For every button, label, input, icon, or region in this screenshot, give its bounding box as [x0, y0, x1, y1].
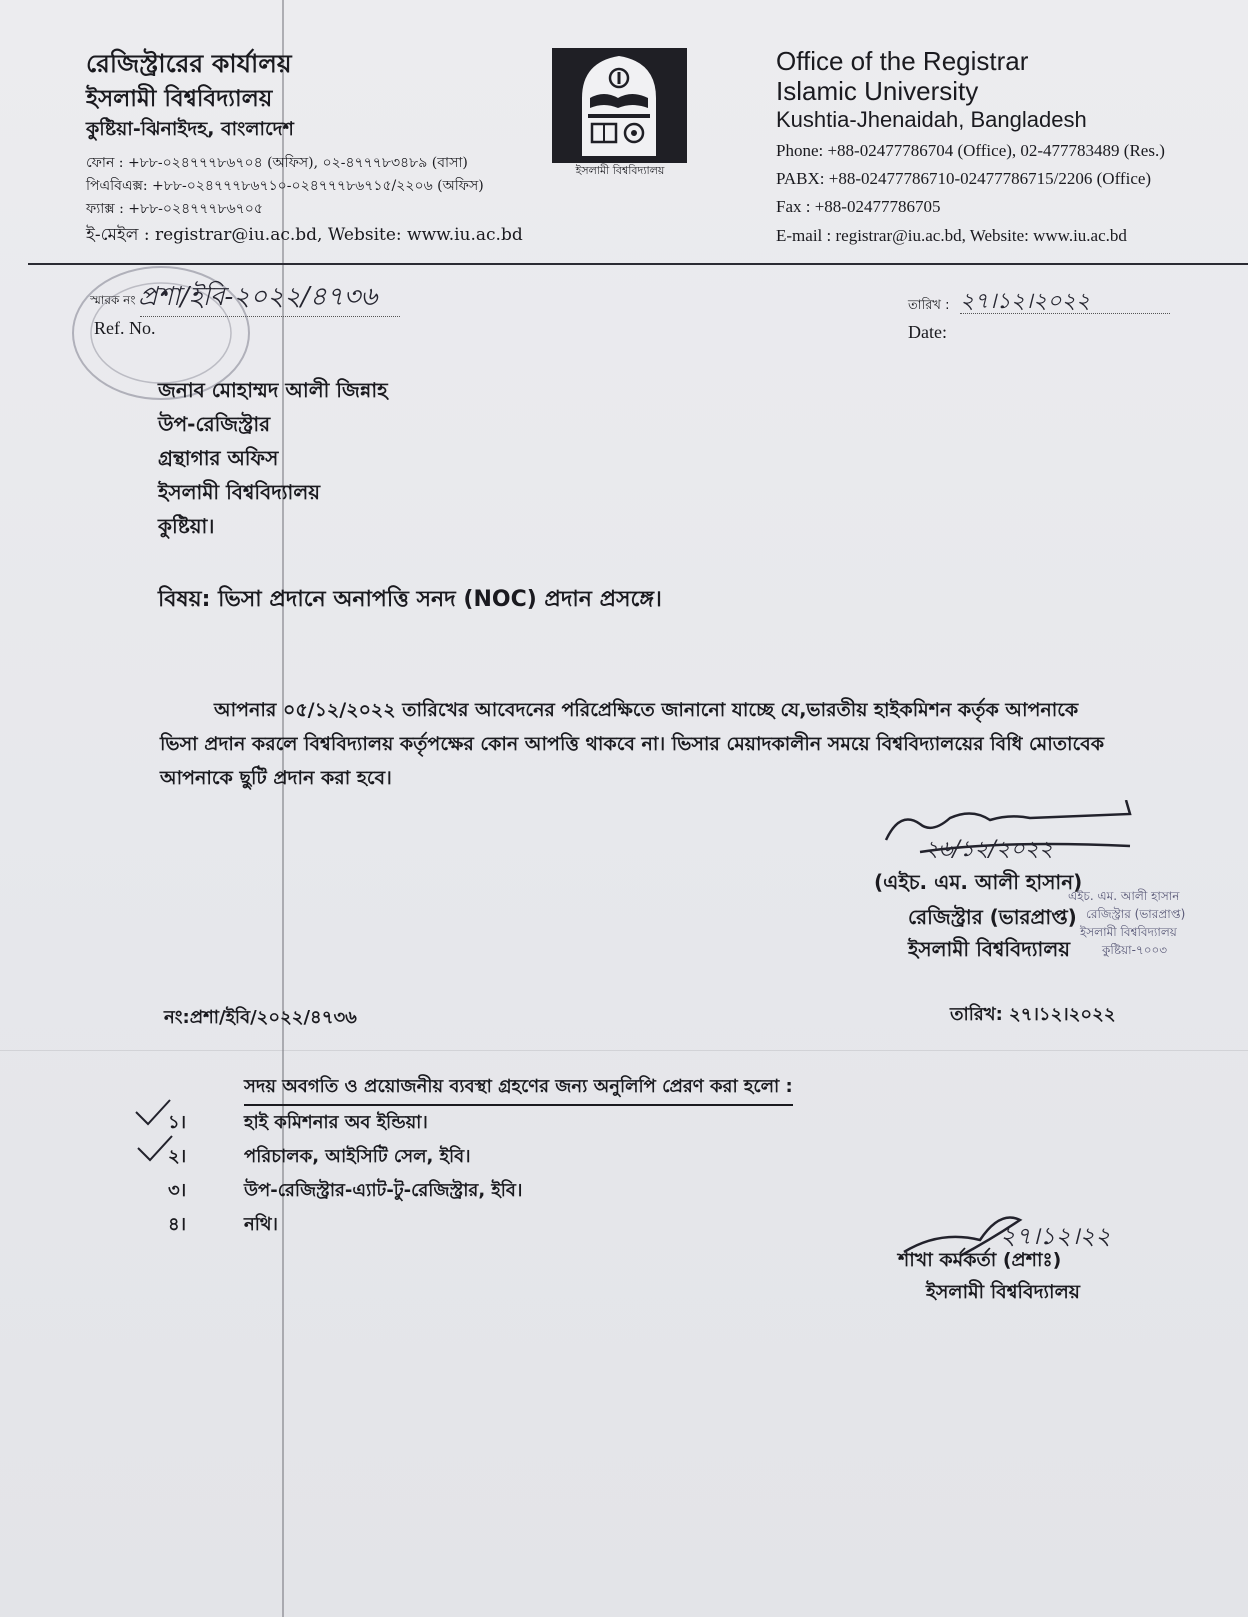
cc-header: সদয় অবগতি ও প্রয়োজনীয় ব্যবস্থা গ্রহণের জন্য অনুলিপি প্রেরণ করা হলো :: [244, 1072, 793, 1106]
cc-item-number: ৩।: [168, 1180, 187, 1201]
addressee-office: গ্রন্থাগার অফিস: [158, 446, 279, 470]
pabx-bn: পিএবিএক্স: +৮৮-০২৪৭৭৭৮৬৭১০-০২৪৭৭৭৮৬৭১৫/২২০৬ (অফিস): [86, 178, 484, 194]
ref-label-bn: স্মারক নং: [90, 293, 136, 307]
addressee-name: জনাব মোহাম্মদ আলী জিন্নাহ: [158, 378, 388, 402]
cc-item-number: ২।: [168, 1146, 187, 1167]
university-logo-icon: [552, 48, 687, 163]
fax-en: Fax : +88-02477786705: [776, 197, 941, 216]
date-label-en: Date:: [908, 322, 947, 342]
cc-item-text: নথি।: [244, 1214, 278, 1235]
university-name-en: Islamic University: [776, 76, 979, 106]
checkmark-icon: [136, 1134, 176, 1168]
fold-line-horizontal: [0, 1050, 1248, 1051]
ref-number-handwritten: প্রশা/ইবি-২০২২/৪৭৩৬: [138, 282, 378, 312]
memo-date: তারিখ: ২৭।১২।২০২২: [950, 1004, 1116, 1025]
letter-subject: বিষয়: ভিসা প্রদানে অনাপত্তি সনদ (NOC) প্রদান প্রসঙ্গে।: [158, 587, 662, 612]
registrar-university: ইসলামী বিশ্ববিদ্যালয়: [908, 937, 1071, 961]
addressee-designation: উপ-রেজিস্ট্রার: [158, 412, 271, 436]
phone-bn: ফোন : +৮৮-০২৪৭৭৭৮৬৭০৪ (অফিস), ০২-৪৭৭৭৮৩৪৮৯ (বাসা): [86, 155, 468, 171]
pabx-en: PABX: +88-02477786710-02477786715/2206 (Office): [776, 169, 1152, 188]
seal-line-title: রেজিস্ট্রার (ভারপ্রাপ্ত): [1086, 907, 1186, 921]
cc-item-text: পরিচালক, আইসিটি সেল, ইবি।: [244, 1146, 471, 1167]
cc-item-number: ৪।: [168, 1214, 187, 1235]
date-label-bn: তারিখ :: [908, 298, 950, 313]
location-en: Kushtia-Jhenaidah, Bangladesh: [776, 107, 1087, 132]
memo-number: নং:প্রশা/ইবি/২০২২/৪৭৩৬: [164, 1007, 357, 1028]
cc-item-text: উপ-রেজিস্ট্রার-এ্যাট-টু-রেজিস্ট্রার, ইবি।: [244, 1180, 523, 1201]
signature-date-handwritten: ২৬/১২/২০২২: [924, 837, 1054, 862]
ref-label-en: Ref. No.: [94, 318, 156, 338]
logo-caption: ইসলামী বিশ্ববিদ্যালয়: [575, 164, 665, 177]
officer-university: ইসলামী বিশ্ববিদ্যালয়: [926, 1281, 1080, 1303]
addressee-university: ইসলামী বিশ্ববিদ্যালয়: [158, 480, 321, 504]
location-bn: কুষ্টিয়া-ঝিনাইদহ, বাংলাদেশ: [86, 118, 294, 140]
officer-date-handwritten: ২৭।১২।২২: [1000, 1222, 1111, 1250]
university-name-bn: ইসলামী বিশ্ববিদ্যালয়: [86, 86, 273, 112]
fax-bn: ফ্যাক্স : +৮৮-০২৪৭৭৭৮৬৭০৫: [86, 201, 263, 217]
phone-en: Phone: +88-02477786704 (Office), 02-477783489 (Res.): [776, 141, 1165, 160]
cc-item-text: হাই কমিশনার অব ইন্ডিয়া।: [244, 1112, 428, 1133]
registrar-name: (এইচ. এম. আলী হাসান): [874, 870, 1083, 894]
office-title-bn: রেজিস্ট্রারের কার্যালয়: [86, 49, 292, 78]
letter-body: আপনার ০৫/১২/২০২২ তারিখের আবেদনের পরিপ্রেক্ষিতে জানানো যাচ্ছে যে,ভারতীয় হাইকমিশন কর্তৃক আপনাকে ভিসা প্রদান করলে বিশ্ববিদ্যালয় কর্তৃপক্ষের কোন আপত্তি থাকবে না। ভিসার মেয়াদকালীন সময়ে বিশ্ববিদ্যালয়ের বিধি মোতাবেক আপনাকে ছুটি প্রদান করা হবে।: [160, 699, 1104, 789]
checkmark-icon: [134, 1098, 174, 1132]
seal-line-university: ইসলামী বিশ্ববিদ্যালয়: [1080, 925, 1177, 939]
date-handwritten: ২৭।১২।২০২২: [960, 289, 1091, 314]
addressee-city: কুষ্টিয়া।: [158, 514, 215, 538]
registrar-title: রেজিস্ট্রার (ভারপ্রাপ্ত): [908, 905, 1077, 929]
officer-title: শাখা কর্মকর্তা (প্রশাঃ): [898, 1249, 1062, 1271]
seal-line-city: কুষ্টিয়া-৭০০৩: [1102, 943, 1168, 957]
email-en: E-mail : registrar@iu.ac.bd, Website: www.iu.ac.bd: [776, 226, 1127, 245]
office-title-en: Office of the Registrar: [776, 46, 1029, 76]
seal-line-name: এইচ. এম. আলী হাসান: [1068, 889, 1180, 903]
cc-item-number: ১।: [168, 1112, 187, 1133]
email-bn: ই-মেইল : registrar@iu.ac.bd, Website: www.iu.ac.bd: [86, 225, 523, 245]
